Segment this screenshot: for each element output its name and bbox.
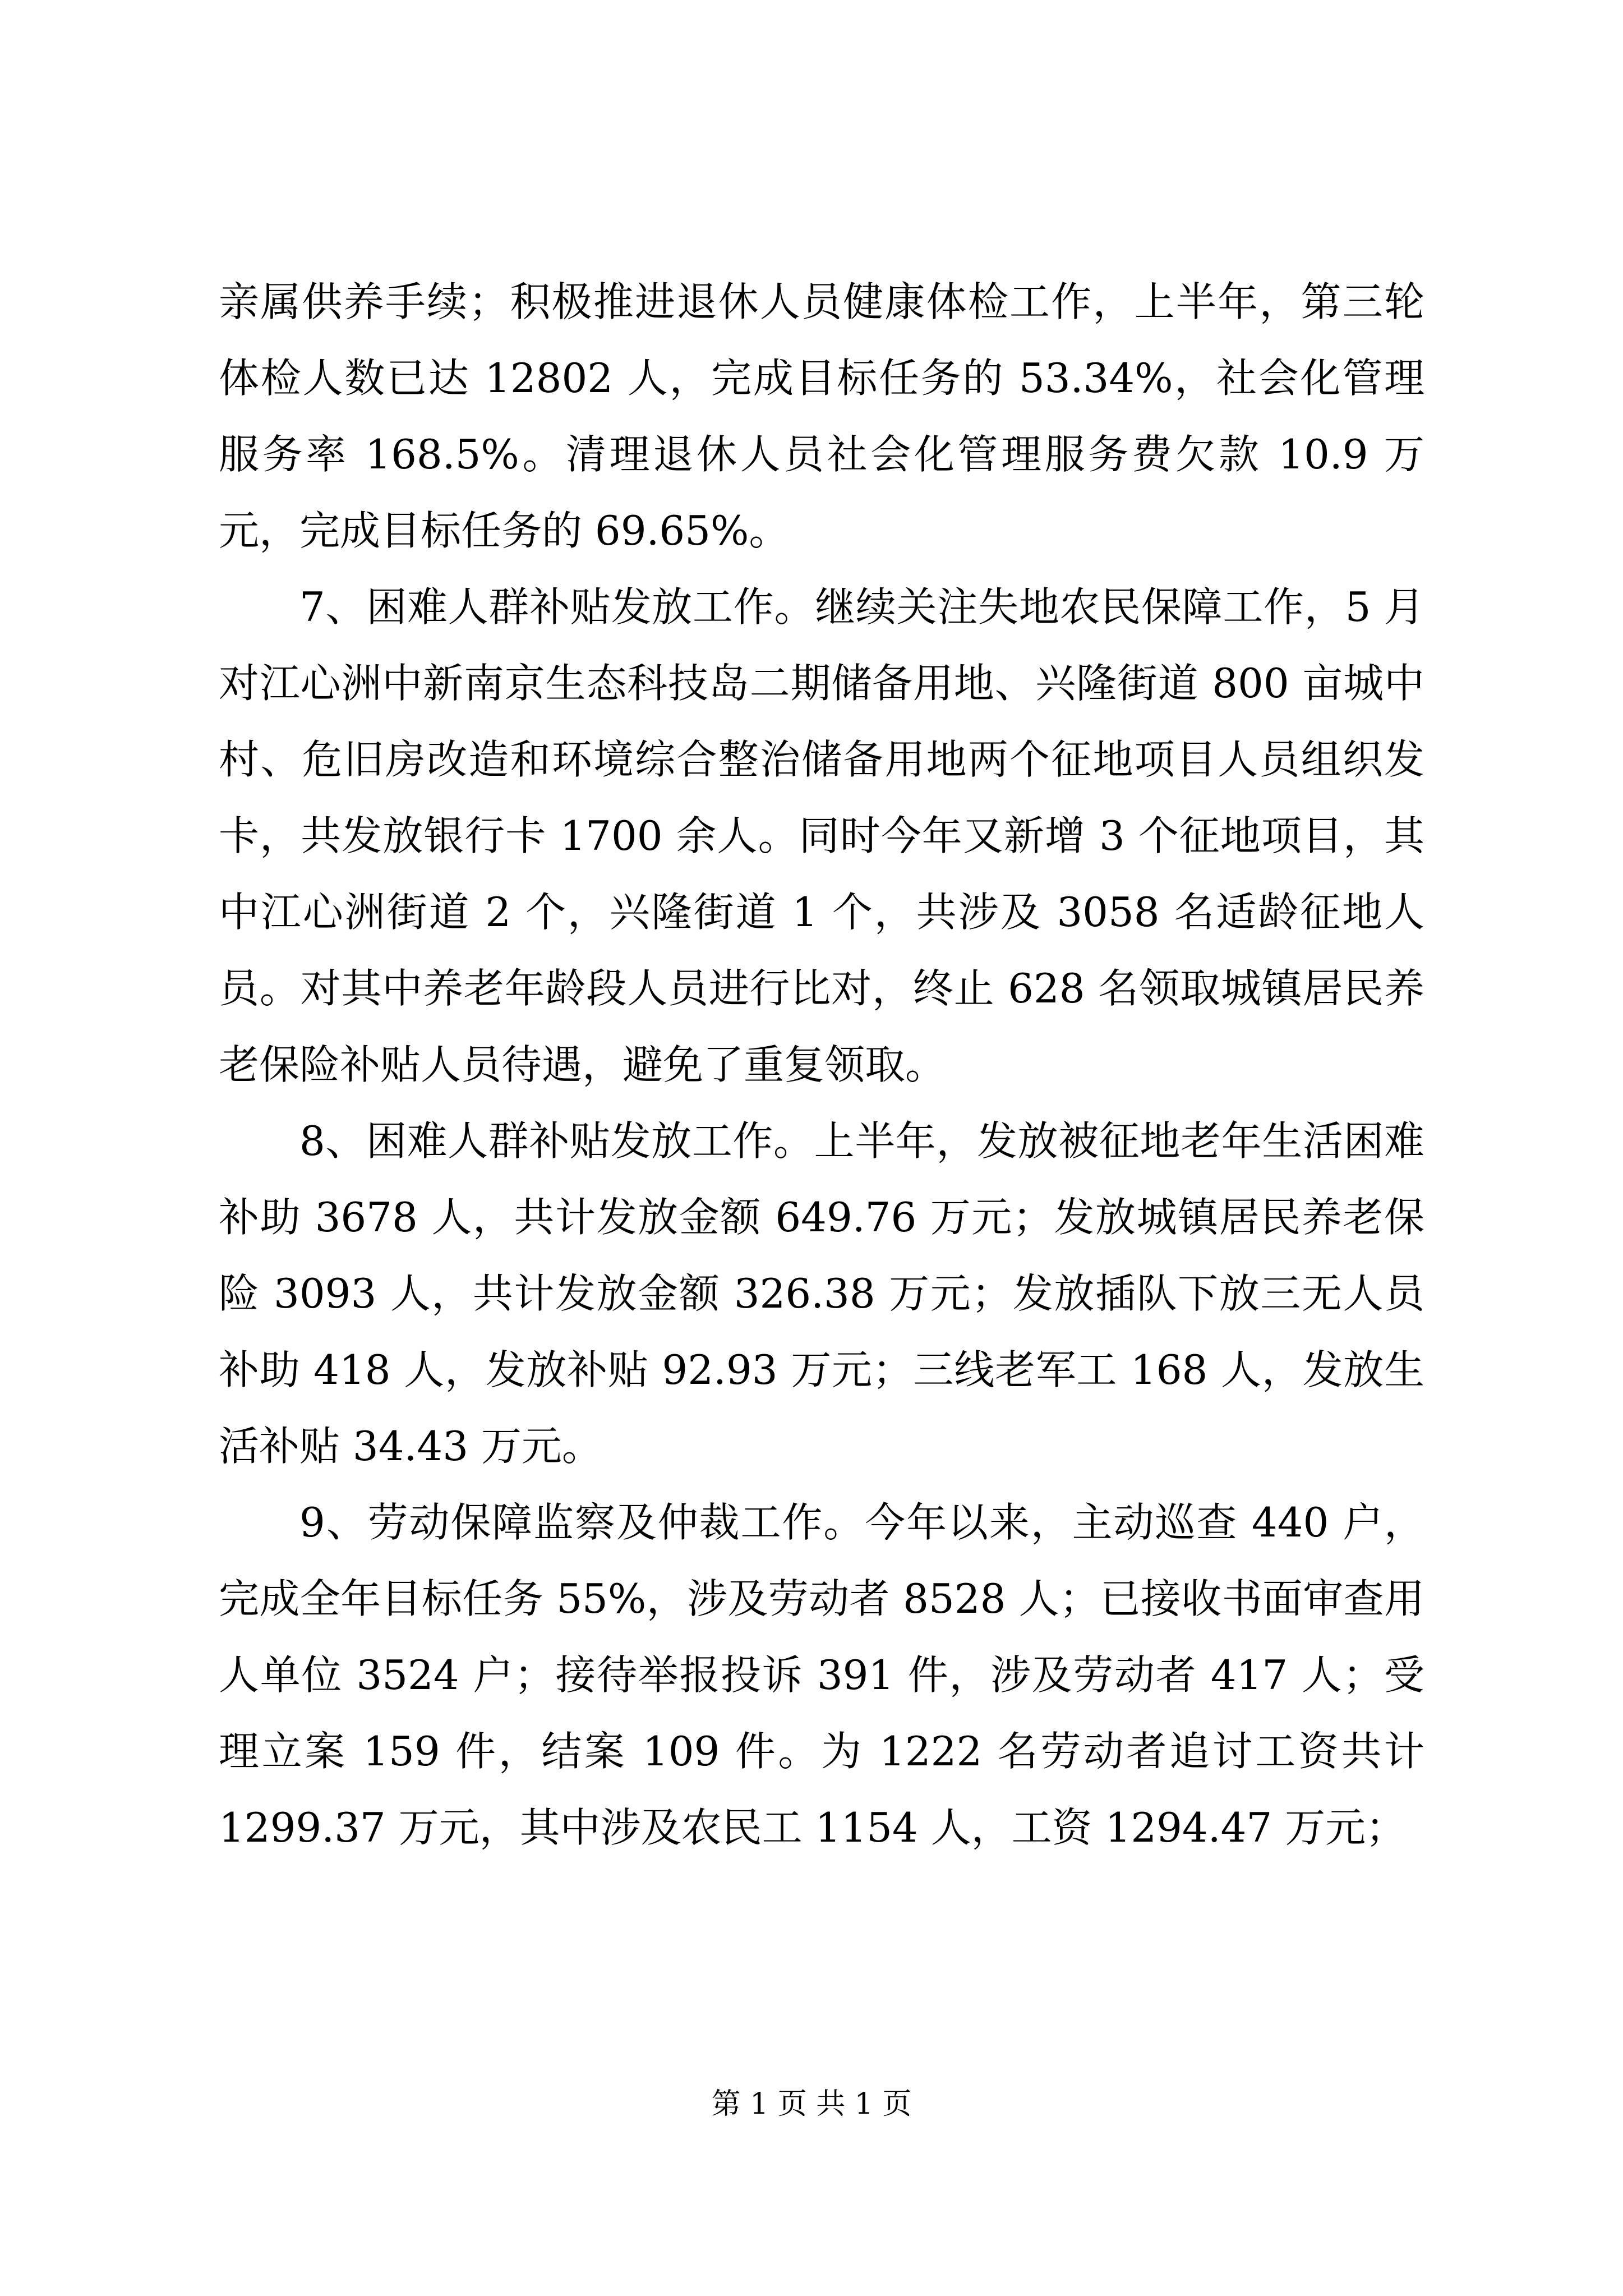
- document-body: [219, 264, 1424, 1866]
- paragraph-item-8: 8、困难人群补贴发放工作。上半年，发放被征地老年生活困难补助 3678 人，共计发放金额 649.76 万元；发放城镇居民养老保险 3093 人，共计发放金额 326.38 万元；发放插队下放三无人员补助 418 人，发放补贴 92.93 万元；三线老军工 168 人，发放生活补贴 34.43 万元。: [219, 1117, 1424, 1470]
- paragraph-item-7: 7、困难人群补贴发放工作。继续关注失地农民保障工作，5 月对江心洲中新南京生态科技岛二期储备用地、兴隆街道 800 亩城中村、危旧房改造和环境综合整治储备用地两个征地项目人员组织发卡，共发放银行卡 1700 余人。同时今年又新增 3 个征地项目，其中江心洲街道 2 个，兴隆街道 1 个，共涉及 3058 名适龄征地人员。对其中养老年龄段人员进行比对，终止 628 名领取城镇居民养老保险补贴人员待遇，避免了重复领取。: [219, 583, 1424, 1088]
- paragraph-item-9: 9、劳动保障监察及仲裁工作。今年以来，主动巡查 440 户，完成全年目标任务 55%，涉及劳动者 8528 人；已接收书面审查用人单位 3524 户；接待举报投诉 391 件，涉及劳动者 417 人；受理立案 159 件，结案 109 件。为 1222 名劳动者追讨工资共计 1299.37 万元，其中涉及农民工 1154 人，工资 1294.47 万元；: [219, 1499, 1424, 1851]
- paragraph-continuation: 亲属供养手续；积极推进退休人员健康体检工作，上半年，第三轮体检人数已达 12802 人，完成目标任务的 53.34%，社会化管理服务率 168.5%。清理退休人员社会化管理服务费欠款 10.9 万元，完成目标任务的 69.65%。: [219, 278, 1424, 554]
- page-footer: 第 1 页 共 1 页: [711, 2087, 912, 2121]
